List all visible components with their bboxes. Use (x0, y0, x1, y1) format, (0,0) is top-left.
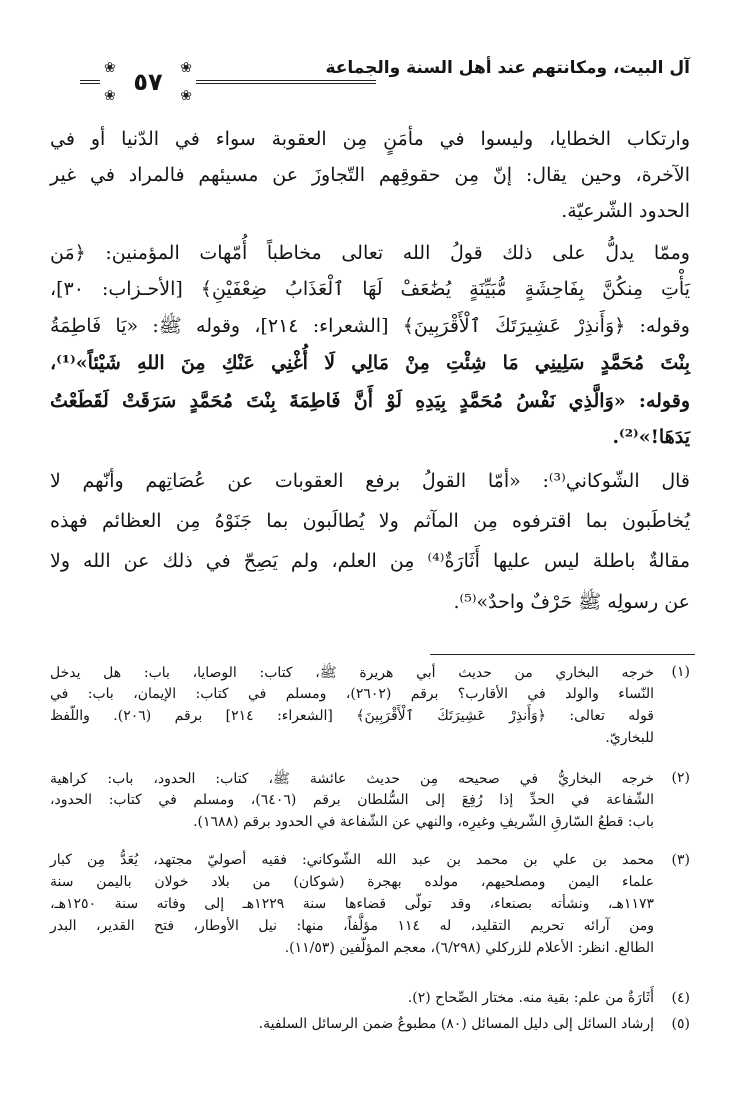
footnote-line: باب: قطعُ السّارقِ الشّريفِ وغيرِه، والنهي عن الشّفاعة في الحدود برقم (١٦٨٨). (193, 814, 654, 830)
footnote-line: خرجه البخاري من حديث أبي هريرة ﷺ، كتاب: الوصايا، باب: هل يدخل (50, 665, 654, 681)
footnote-number: (٤) (671, 990, 690, 1006)
footnote-line: النّساء والولد في الأقارب؟ برقم (٢٦٠٢)، ومسلم في كتاب: الإيمان، باب: في (50, 686, 654, 702)
page-number: ٥٧ (133, 68, 163, 96)
footnote-number: (٥) (671, 1016, 690, 1032)
corner-ornament-icon: ❀ (180, 88, 192, 104)
corner-ornament-icon: ❀ (104, 88, 116, 104)
body-line: وقوله: «وَالَّذِي نَفْسُ مُحَمَّدٍ بِيَدِهِ لَوْ أَنَّ فَاطِمَةَ بِنْتَ مُحَمَّدٍ سَرَقَتْ لَقَطَعْتُ (50, 390, 690, 412)
page-number-frame (102, 60, 194, 104)
footnote-separator (430, 654, 695, 655)
footnote-number: (٣) (671, 852, 690, 868)
footnote-line: ومن آرائه تحريم التقليد، له ١١٤ مؤلَّفاً، منها: نيل الأوطار، فتح القدير، البدر (50, 918, 654, 934)
body-line: وممّا يدلُّ على ذلك قولُ الله تعالى مخاطباً أُمّهات المؤمنين: ﴿مَن (50, 242, 690, 264)
body-line: مقالةٌ باطلة ليس عليها أَثَارَةٌ⁽⁴⁾ مِن العلم، ولم يَصِحّ في ذلك عن الله ولا (50, 550, 690, 572)
footnote-line: أَثَارَةٌ من علم: بقية منه. مختار الصِّحاح (٢). (407, 990, 654, 1006)
running-header-title: آل البيت، ومكانتهم عند أهل السنة والجماعة (325, 58, 690, 78)
body-line: الحدود الشّرعيّة. (561, 200, 690, 222)
body-line: يَأْتِ مِنكُنَّ بِفَاحِشَةٍ مُّبَيِّنَةٍ يُضَٰعَفْ لَهَا ٱلْعَذَابُ ضِعْفَيْنِ﴾ [الأحـزاب: ٣٠]، (50, 278, 690, 300)
footnote-line: إرشاد السائل إلى دليل المسائل (٨٠) مطبوعٌ ضمن الرسائل السلفية. (258, 1016, 654, 1032)
corner-ornament-icon: ❀ (104, 60, 116, 76)
body-line: عن رسولِه ﷺ حَرْفٌ واحدٌ»⁽⁵⁾. (453, 591, 690, 613)
header-rule-left (80, 80, 100, 84)
footnote-line: الطالع. انظر: الأعلام للزركلي (٦/٢٩٨)، معجم المؤلّفين (١١/٥٣). (284, 940, 654, 956)
body-line: يُخاطَبون بما اقترفوه مِن المآثم ولا يُطالَبون بما جَنَوْهُ مِن العظائم فهذه (50, 510, 690, 532)
footnote-line: ١١٧٣هـ، ونشأته بصنعاء، وقد تولّى قضاءها سنة ١٢٢٩هـ إلى وفاته سنة ١٢٥٠هـ، (50, 896, 654, 912)
footnote-line: خرجه البخاريُّ في صحيحه مِن حديث عائشة ﷺ، كتاب: الحدود، باب: كراهية (50, 771, 654, 787)
footnote-line: قوله تعالى: ﴿وَأَنذِرْ عَشِيرَتَكَ ٱلْأَقْرَبِينَ﴾ [الشعراء: ٢١٤] برقم (٢٠٦). واللّفظ (50, 708, 654, 724)
header-rule (196, 80, 376, 84)
footnote-line: محمد بن علي بن محمد بن عبد الله الشّوكاني: فقيه أصوليّ مجتهد، يُعَدُّ مِن كبار (50, 852, 654, 868)
body-line: وارتكاب الخطايا، وليسوا في مأمَنٍ مِن العقوبة سواء في الدّنيا أو في (50, 128, 690, 150)
body-line: قال الشّوكاني⁽³⁾: «أمّا القولُ برفع العقوبات عن عُصَاتِهم وأنّهم لا (50, 470, 690, 492)
footnote-number: (٢) (671, 770, 690, 786)
body-line: يَدَهَا!»⁽²⁾. (612, 426, 690, 448)
footnote-line: للبخاريّ. (605, 730, 654, 746)
body-line: وقوله: ﴿وَأَنذِرْ عَشِيرَتَكَ ٱلْأَقْرَبِينَ﴾ [الشعراء: ٢١٤]، وقوله ﷺ: «يَا فَاطِمَةُ (50, 315, 690, 337)
body-line: بِنْتَ مُحَمَّدٍ سَلِينِي مَا شِئْتِ مِنْ مَالِي لَا أُغْنِي عَنْكِ مِنَ اللهِ شَيْئاً»⁽¹⁾، (50, 352, 690, 374)
footnote-line: علماء اليمن ومصلحيهم، مولده بهجرة (شوكان) من بلاد خولان باليمن سنة (50, 874, 654, 890)
footnote-line: الشّفاعة في الحدِّ إذا رُفِعَ إلى السُّلطان برقم (٦٤٠٦)، ومسلم في كتاب: الحدود، (50, 792, 654, 808)
body-line: الآخرة، وحين يقال: إنّ مِن حقوقِهم التّجاوزَ عن مسيئهم فالمراد في غير (50, 164, 690, 186)
footnote-number: (١) (671, 664, 690, 680)
corner-ornament-icon: ❀ (180, 60, 192, 76)
